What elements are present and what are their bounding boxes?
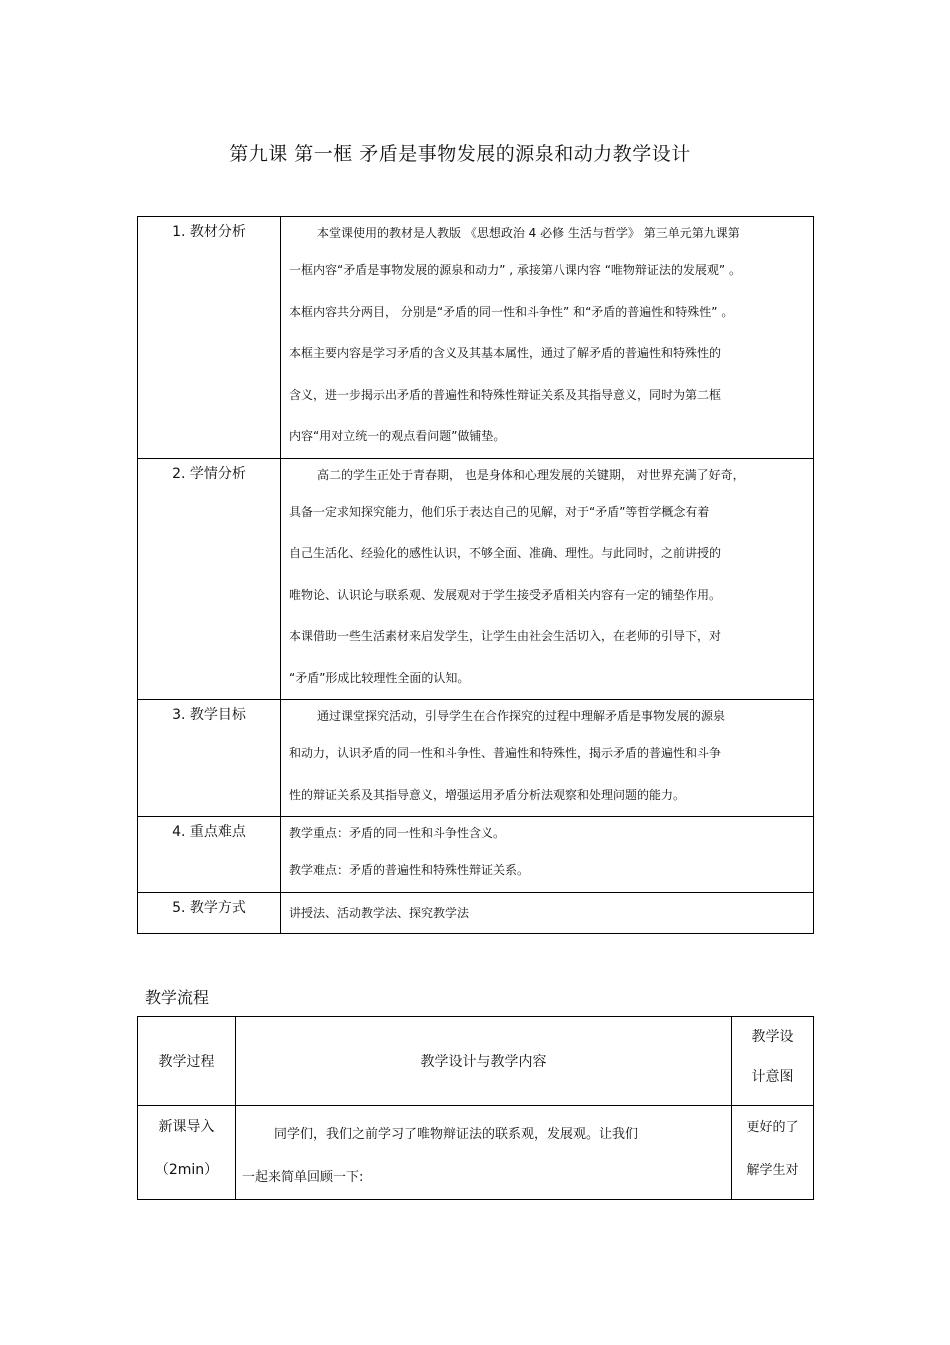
stage-name: 新课导入 [158,1119,215,1135]
text-line: 讲授法、活动教学法、探究教学法 [289,905,470,920]
column-header: 教学过程 [138,1017,236,1106]
row-content [281,817,814,893]
row-label: 1. 教材分析 [138,217,281,459]
text-line: 本堂课使用的教材是人教版 《思想政治 4 必修 生活与哲学》 第三单元第九课第 [317,226,740,240]
text-line: 自己生活化、经验化的感性认识，不够全面、准确、理性。与此同时，之前讲授的 [289,546,722,560]
text-line: 同学们，我们之前学习了唯物辩证法的联系观，发展观。让我们 [274,1127,639,1142]
text-line: 内容“用对立统一的观点看问题”做铺垫。 [289,429,506,443]
text-line: 一框内容“矛盾是事物发展的源泉和动力” , 承接第八课内容 “唯物辩证法的发展观” 。 [289,263,741,277]
row-content [281,217,814,459]
text-line: 教学难点：矛盾的普遍性和特殊性辩证关系。 [289,863,530,877]
section-heading: 教学流程 [145,988,210,1007]
text-line: 教学重点：矛盾的同一性和斗争性含义。 [289,826,506,840]
row-content [281,700,814,817]
text-line: 一起来简单回顾一下: [242,1170,364,1185]
row-label: 5. 教学方式 [138,892,281,933]
stage-cell [138,1106,236,1200]
text-line: 本框主要内容是学习矛盾的含义及其基本属性，通过了解矛盾的普遍性和特殊性的 [289,346,722,360]
text-line: 和动力，认识矛盾的同一性和斗争性、普遍性和特殊性，揭示矛盾的普遍性和斗争 [289,746,722,760]
flow-table [137,1016,814,1200]
table-row [138,458,814,700]
text-line: 解学生对 [746,1163,799,1178]
text-line: “矛盾”形成比较理性全面的认知。 [289,670,470,685]
content-cell [236,1106,732,1200]
row-content [281,892,814,933]
row-label: 3. 教学目标 [138,700,281,817]
table-row [138,700,814,817]
text-line: 具备一定求知探究能力，他们乐于表达自己的见解，对于“矛盾”等哲学概念有着 [289,504,710,519]
document-title: 第九课 第一框 矛盾是事物发展的源泉和动力教学设计 [229,143,691,165]
text-line: 含义，进一步揭示出矛盾的普遍性和特殊性辩证关系及其指导意义，同时为第二框 [289,387,722,402]
text-line: 本课借助一些生活素材来启发学生，让学生由社会生活切入，在老师的引导下，对 [289,629,722,643]
row-label: 2. 学情分析 [138,458,281,700]
table-row [138,217,814,459]
text-line: 唯物论、认识论与联系观、发展观对于学生接受矛盾相关内容有一定的铺垫作用。 [289,587,722,602]
text-line: 高二的学生正处于青春期， 也是身体和心理发展的关键期， 对世界充满了好奇， [317,467,745,482]
text-line: 更好的了 [746,1120,799,1135]
column-header: 教学设计与教学内容 [236,1017,732,1106]
header-line: 教学设 [751,1029,794,1045]
text-line: 通过课堂探究活动，引导学生在合作探究的过程中理解矛盾是事物发展的源泉 [317,709,726,723]
header-line: 计意图 [751,1069,794,1085]
intent-cell [732,1106,814,1200]
table-row [138,1106,814,1200]
row-label: 4. 重点难点 [138,817,281,893]
table-row [138,817,814,893]
row-content [281,458,814,700]
text-line: 性的辩证关系及其指导意义，增强运用矛盾分析法观察和处理问题的能力。 [289,787,686,802]
table-row [138,892,814,933]
analysis-table [137,216,814,934]
column-header [732,1017,814,1106]
table-header-row [138,1017,814,1106]
stage-duration: （2min） [154,1162,219,1178]
text-line: 本框内容共分两目， 分别是“矛盾的同一性和斗争性” 和“矛盾的普遍性和特殊性” 。 [289,304,734,319]
